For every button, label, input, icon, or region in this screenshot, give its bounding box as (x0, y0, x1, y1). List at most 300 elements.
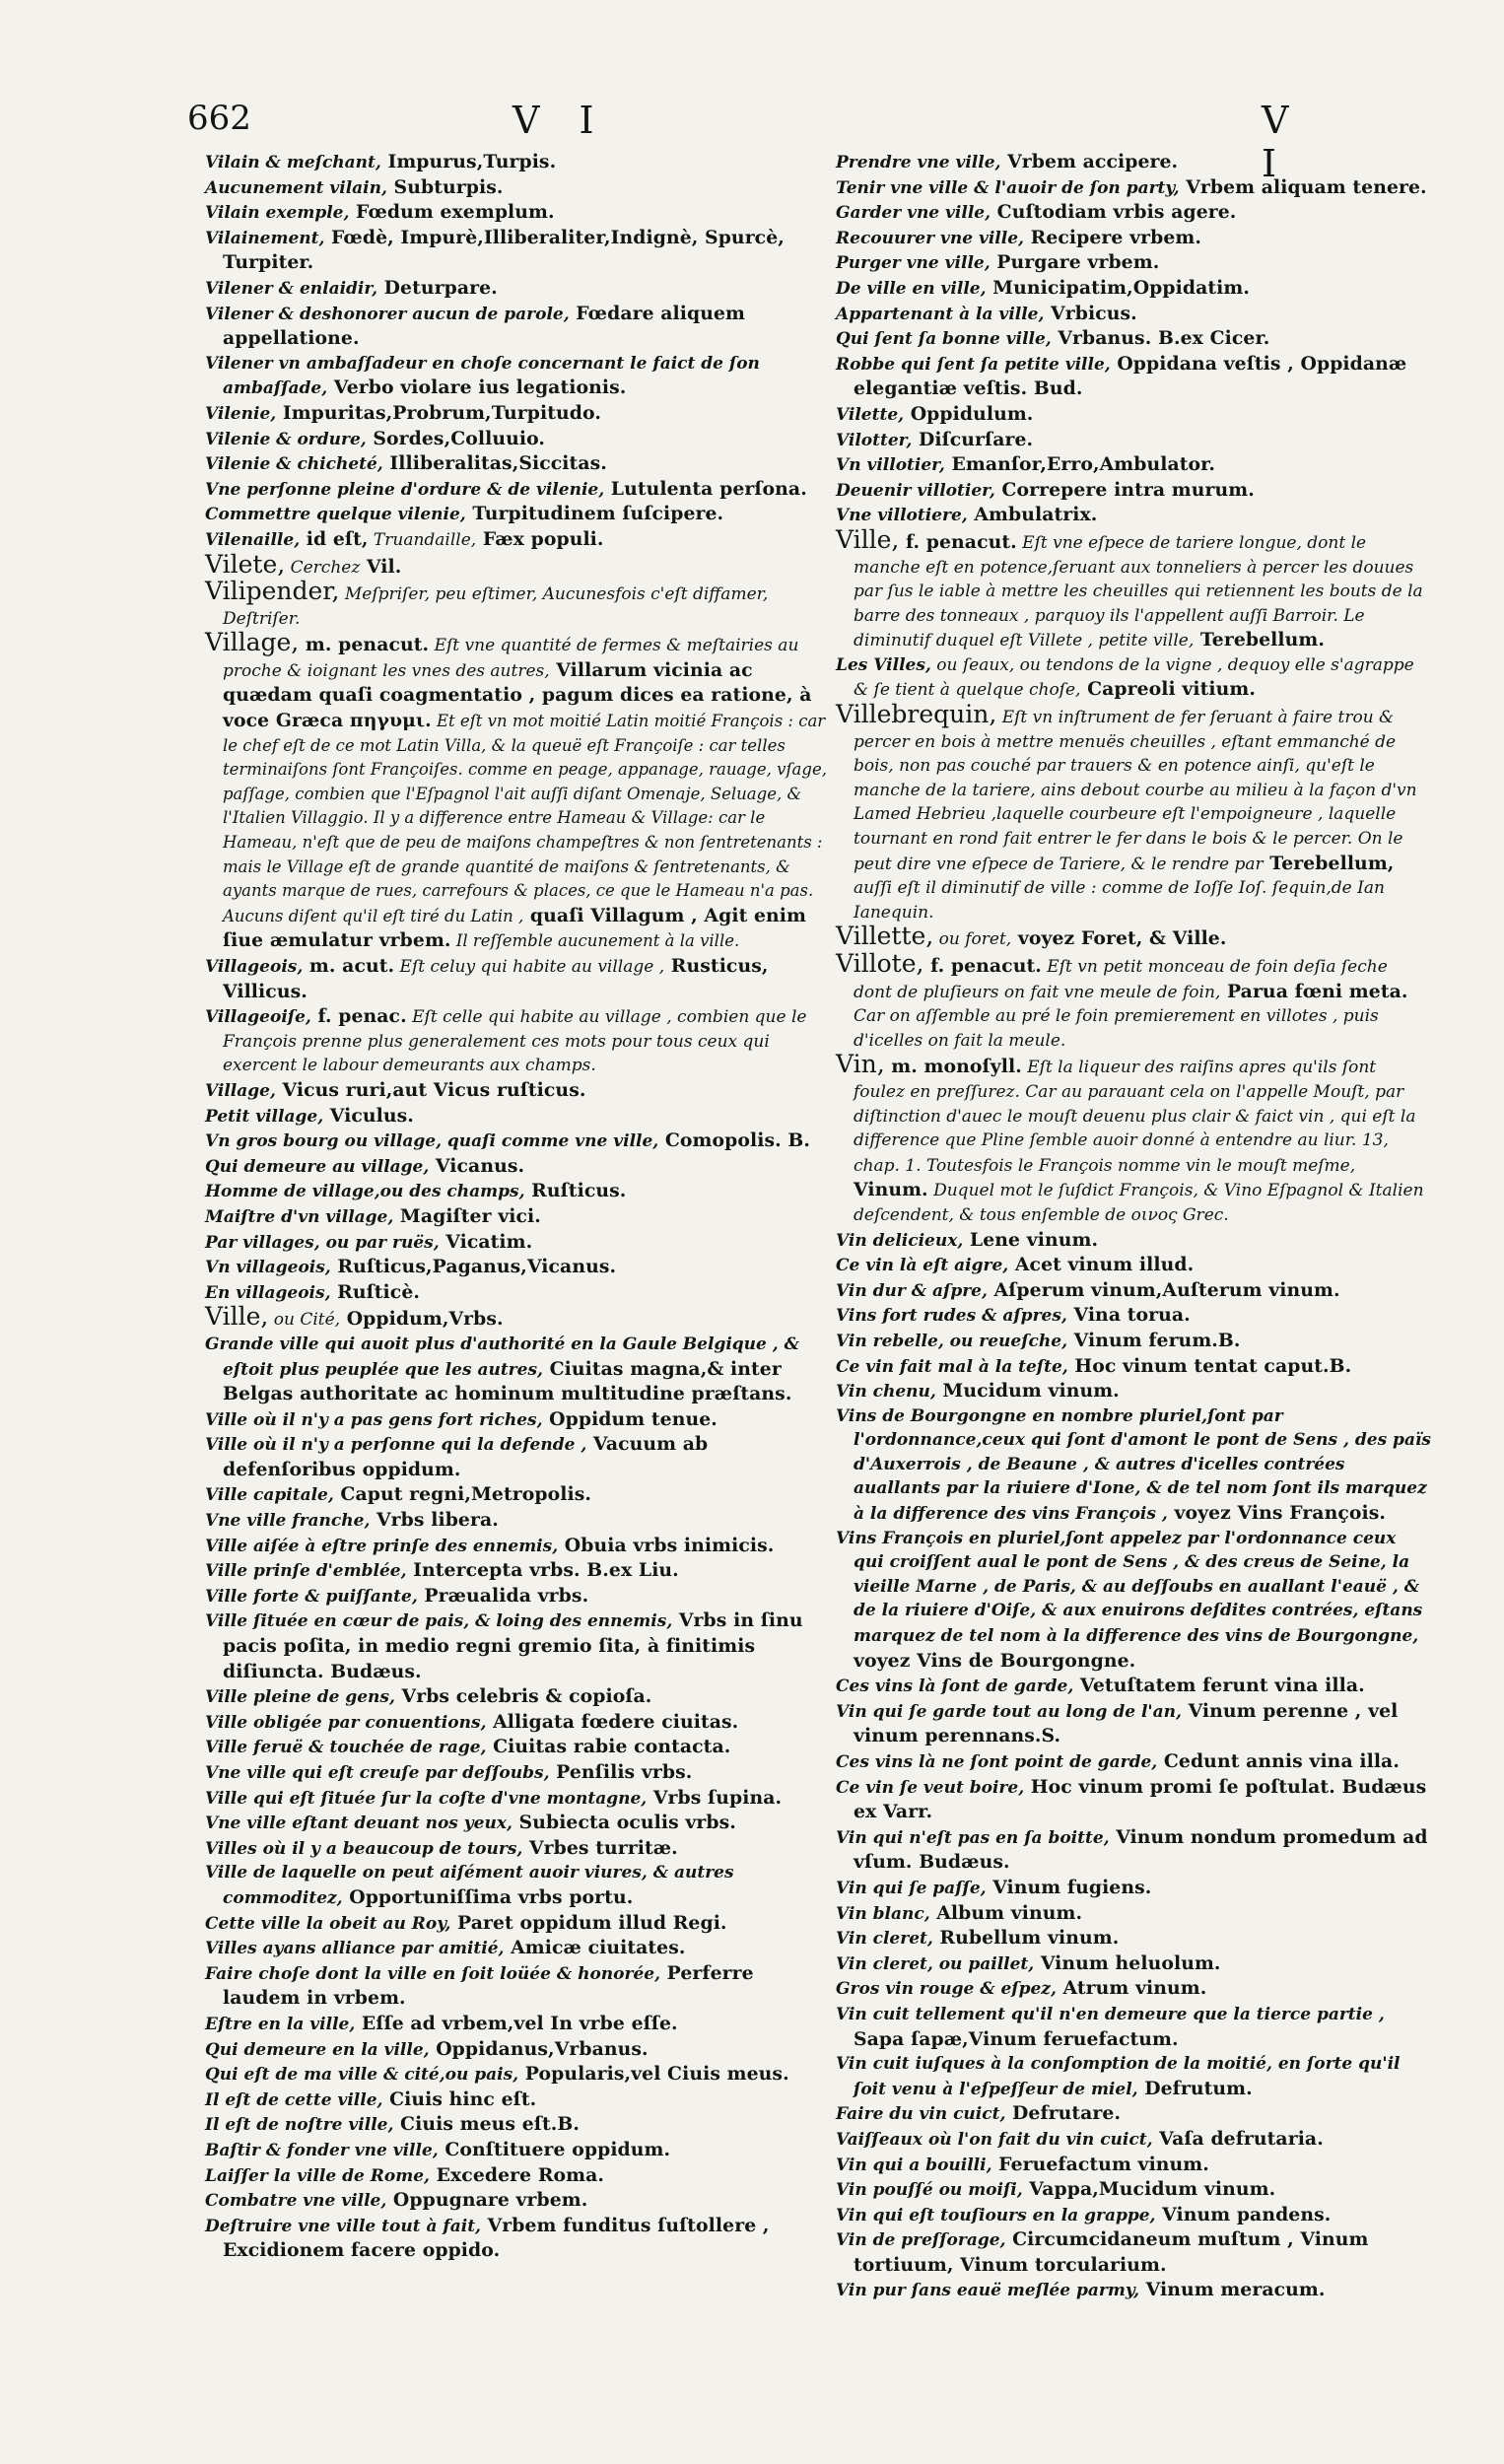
entry-text: Turpitudinem ſuſcipere. (465, 503, 724, 525)
dictionary-entry (836, 428, 1431, 453)
entry-headword: Vin pur ſans eauë meſlée parmy, (836, 2281, 1139, 2301)
entry-text: Popularis,vel Ciuis meus. (518, 2063, 789, 2086)
entry-text: Excedere Roma. (429, 2163, 605, 2186)
entry-text: Ciuis meus eſt.B. (393, 2113, 580, 2136)
entry-headword: Ville où il n'y a perſonne qui la defende , (205, 1435, 587, 1456)
entry-text: Car on aſſemble au pré le foin premierement en villotes , puis d'icelles on fait la meule. (854, 1006, 1379, 1051)
entry-text: Deturpare. (377, 276, 498, 299)
entry-text: Fœdare aliquem appellatione. (223, 302, 746, 350)
entry-text: voyez Vins de Bourgongne. (854, 1649, 1136, 1672)
entry-headword: Vins François en pluriel,ſont appelez par l'ordonnance ceux qui croiſſent aual le pont de Sens , & des creus de Seine, la vieille Marne , de Paris, & au deſſoubs en auallant l'eauë , & de la riuiere d'Oiſe, & aux enuirons deſdites contrées, eſtans marquez de tel nom à la difference des vins de Bourgongne, (836, 1528, 1423, 1647)
dictionary-entry (836, 1926, 1431, 1951)
entry-text: Eſſe ad vrbem,vel In vrbe eſſe. (355, 2012, 678, 2034)
dictionary-entry (836, 503, 1431, 528)
dictionary-entry (836, 2203, 1431, 2228)
entry-text: quaſi Villagum , Agit enim ſiue æmulatur vrbem. (223, 904, 806, 952)
entry-text: Vinum pandens. (1155, 2203, 1332, 2225)
entry-headword: Tenir vne ville & l'auoir de ſon party, (836, 177, 1180, 198)
dictionary-entry (205, 1684, 834, 1710)
entry-headword: Vilainement, (205, 228, 325, 248)
dictionary-entry (836, 1674, 1431, 1699)
dictionary-entry (205, 2214, 834, 2264)
dictionary-entry (205, 451, 834, 477)
entry-headword: Purger vne ville, (836, 253, 991, 274)
entry-text: Subiecta oculis vrbs. (512, 1812, 736, 1834)
entry-headword: Homme de village,ou des champs, (205, 1182, 525, 1202)
entry-text: ou Cité, (268, 1310, 341, 1331)
dictionary-entry (836, 352, 1431, 402)
entry-text: Capreoli vitium. (1080, 678, 1257, 701)
entry-text: Emanſor,Erro,Ambulator. (944, 453, 1216, 476)
dictionary-entry (205, 1961, 834, 2012)
entry-text: Villarum vicinia ac quædam quaſi coagmentatio , pagum dices ea ratione, à voce Græca πηγυμι. (223, 658, 812, 732)
dictionary-entry (836, 1303, 1431, 1329)
entry-text: Amicæ ciuitates. (504, 1937, 686, 1959)
entry-text: Parua fœni meta. (1220, 980, 1408, 1002)
entry-headword: Grande ville qui auoit plus d'authorité en la Gaule Belgique , & eſtoit plus peuplée que les autres, (205, 1334, 799, 1380)
dictionary-entry (836, 1699, 1431, 1749)
entry-text: Hoc vinum tentat caput.B. (1067, 1354, 1352, 1377)
entry-text: Ruſticè. (330, 1280, 421, 1303)
entry-text: m. penacut. (299, 634, 430, 656)
entry-text: Atrum vinum. (1056, 1977, 1207, 2000)
entry-headword: Vin qui ſe paſſe, (836, 1878, 987, 1898)
entry-headword: Appartenant à la ville, (836, 304, 1045, 324)
entry-headword: Par villages, ou par ruës, (205, 1232, 440, 1253)
entry-headword: Qui ſent ſa bonne ville, (836, 329, 1052, 350)
entry-text: auſſi eſt il diminutif de ville : comme de Ioſſe Ioſ. ſequin,de Ian Ianequin. (854, 878, 1385, 923)
entry-headword: Ville, (205, 1302, 269, 1332)
entry-text: Meſpriſer, peu eſtimer, Aucunesfois c'eſt diffamer, Deſtriſer. (223, 584, 769, 629)
dictionary-entry (836, 402, 1431, 428)
entry-text: Vicanus. (429, 1154, 525, 1177)
entry-headword: Vin qui n'eſt pas en ſa boitte, (836, 1827, 1110, 1848)
entry-text: Vinum meracum. (1139, 2279, 1326, 2301)
entry-headword: Faire choſe dont la ville en ſoit loüée & honorée, (205, 1963, 660, 1984)
entry-text: f. penacut. (923, 955, 1042, 977)
entry-text: Cuſtodiam vrbis agere. (991, 201, 1237, 224)
dictionary-entry (205, 1811, 834, 1836)
entry-headword: Ces vins là ſont de garde, (836, 1677, 1074, 1697)
entry-headword: Vin qui eſt touſiours en la grappe, (836, 2205, 1156, 2225)
entry-headword: Ville ſituée en cœur de pais, & loing des ennemis, (205, 1611, 673, 1632)
entry-headword: Cette ville la obeit au Roy, (205, 1913, 451, 1934)
entry-text: Vina torua. (1066, 1304, 1191, 1327)
entry-headword: Vin pouſſé ou moiſi, (836, 2180, 1023, 2201)
entry-headword: Vilipender, (205, 577, 340, 606)
dictionary-entry (205, 1154, 834, 1180)
entry-headword: Ville obligée par conuentions, (205, 1712, 487, 1733)
right-column (836, 150, 1431, 2303)
entry-headword: Ce vin là eſt aigre, (836, 1256, 1009, 1276)
entry-text: Vinum heluolum. (1034, 1951, 1221, 1974)
entry-headword: Combatre vne ville, (205, 2191, 387, 2212)
entry-headword: Vilette, (836, 404, 905, 425)
dictionary-entry (205, 1584, 834, 1609)
dictionary-entry (836, 276, 1431, 302)
entry-text: Lutulenta perſona. (604, 477, 807, 500)
entry-headword: Vne ville eſtant deuant nos yeux, (205, 1814, 513, 1834)
entry-headword: Vaiſſeaux où l'on fait du vin cuict, (836, 2129, 1153, 2150)
dictionary-entry (836, 1228, 1431, 1254)
entry-text: Fœdum exemplum. (349, 201, 555, 224)
entry-headword: Vin rebelle, ou reueſche, (836, 1331, 1067, 1351)
dictionary-entry (836, 2127, 1431, 2153)
entry-text: Eſt celuy qui habite au village , (394, 957, 665, 977)
entry-headword: Vin dur & aſpre, (836, 1280, 988, 1301)
dictionary-entry (836, 175, 1431, 201)
entry-headword: Village, (205, 1080, 276, 1101)
entry-text: Vetuſtatem ferunt vina illa. (1073, 1675, 1365, 1697)
entry-headword: Laiſſer la ville de Rome, (205, 2165, 430, 2186)
dictionary-entry (836, 1050, 1431, 1227)
dictionary-entry (836, 924, 1431, 952)
dictionary-entry (205, 1558, 834, 1584)
entry-text: Cerchez (285, 557, 361, 578)
entry-text: Cedunt annis vina illa. (1157, 1750, 1400, 1772)
entry-text: Circumcidaneum muſtum , Vinum tortiuum, Vinum torcularium. (854, 2228, 1369, 2276)
entry-text: Rubellum vinum. (932, 1927, 1120, 1950)
entry-headword: Vne perſonne pleine d'ordure & de vilenie, (205, 479, 605, 500)
entry-headword: Faire du vin cuict, (836, 2104, 1006, 2125)
entry-text: ou ſeaux, ou tendons de la vigne , dequoy elle s'agrappe & ſe tient à quelque choſe, (854, 654, 1414, 701)
entry-text: Vappa,Mucidum vinum. (1022, 2178, 1276, 2201)
entry-headword: Vn villageois, (205, 1258, 331, 1278)
entry-text: Oppugnare vrbem. (386, 2189, 588, 2212)
dictionary-entry (205, 2012, 834, 2037)
entry-text: Obuia vrbs inimicis. (558, 1534, 775, 1556)
dictionary-entry (205, 1760, 834, 1786)
entry-text: Hoc vinum promi ſe poſtulat. Budæus ex Varr. (854, 1775, 1427, 1823)
entry-text: Alligata fœdere ciuitas. (486, 1710, 739, 1733)
entry-text: Ciuis hinc eſt. (382, 2088, 537, 2110)
entry-text: Correpere intra murum. (994, 478, 1255, 501)
dictionary-entry (205, 954, 834, 1004)
entry-text: Vacuum ab defenſoribus oppidum. (223, 1433, 709, 1480)
entry-headword: Vin cuit tellement qu'il n'en demeure que la tierce partie , (836, 2004, 1385, 2024)
entry-headword: Vin, (836, 1050, 885, 1079)
entry-text: Verbo violare ius legationis. (327, 376, 627, 399)
dictionary-entry (836, 452, 1431, 478)
entry-headword: Recouurer vne ville, (836, 228, 1024, 248)
dictionary-entry (205, 502, 834, 527)
entry-headword: Qui demeure en la ville, (205, 2039, 430, 2060)
entry-text: Ruſticus. (524, 1180, 627, 1202)
dictionary-entry (205, 427, 834, 452)
entry-headword: Ville pleine de gens, (205, 1687, 395, 1708)
entry-headword: Ce vin fait mal à la teſte, (836, 1356, 1068, 1377)
entry-text: Vinum ferum.B. (1067, 1329, 1241, 1351)
entry-text: Album vinum. (929, 1901, 1083, 1924)
dictionary-entry (836, 1825, 1431, 1876)
entry-headword: Deuenir villotier, (836, 480, 995, 501)
entry-text: Eſt vn petit monceau de foin deſia ſeche dont de pluſieurs on fait vne meule de foin, (854, 957, 1388, 1002)
entry-text: Præualida vrbs. (417, 1584, 589, 1607)
entry-text: Eſt vne eſpece de tariere longue, dont le manche eſt en potence,ſeruant aux tonneliers à percer les douues par ſus le iable à mettre les cheuilles qui retiennent les bouts de la barre des tonneaux , parquoy ils l'appellent auſſi Barroir. Le diminutif duquel eſt Villete , petite ville, (854, 532, 1423, 651)
dictionary-entry (205, 1836, 834, 1862)
entry-headword: Vin chenu, (836, 1382, 936, 1403)
entry-text: Vil. (360, 555, 402, 578)
entry-headword: Ville de laquelle on peut aiſément auoir viures, & autres commoditez, (205, 1863, 734, 1908)
entry-headword: Deſtruire vne ville tout à fait, (205, 2216, 481, 2236)
entry-headword: Vins fort rudes & aſpres, (836, 1306, 1067, 1327)
entry-headword: Vilener & enlaidir, (205, 278, 378, 299)
dictionary-entry (205, 577, 834, 631)
entry-text: Impuritas,Probrum,Turpitudo. (276, 401, 601, 424)
entry-text: Illiberalitas,Siccitas. (382, 452, 607, 475)
entry-text: Aſperum vinum,Auſterum vinum. (987, 1278, 1340, 1301)
dictionary-entry (205, 1735, 834, 1760)
dictionary-entry (836, 1404, 1431, 1527)
entry-text: Oppidanus,Vrbanus. (429, 2037, 649, 2060)
dictionary-entry (205, 1333, 834, 1407)
entry-headword: Baſtir & fonder vne ville, (205, 2140, 439, 2160)
entry-text: Il reſſemble aucunement à la ville. (450, 931, 740, 951)
entry-text: Conſtituere oppidum. (438, 2138, 671, 2160)
dictionary-entry (836, 478, 1431, 504)
entry-headword: Vilotter, (836, 430, 913, 450)
entry-text: Vrbem funditus ſuſtollere , Excidionem facere oppido. (223, 2214, 770, 2262)
dictionary-entry (205, 2188, 834, 2214)
dictionary-entry (836, 949, 1431, 1053)
entry-headword: En villageois, (205, 1282, 331, 1303)
dictionary-entry (205, 1786, 834, 1812)
entry-headword: Gros vin rouge & eſpez, (836, 1979, 1057, 2000)
entry-headword: Commettre quelque vilenie, (205, 505, 466, 525)
dictionary-entry (205, 1280, 834, 1306)
entry-text: Vicatim. (439, 1230, 533, 1253)
dictionary-entry (205, 2062, 834, 2088)
dictionary-entry (836, 200, 1431, 226)
dictionary-entry (205, 1230, 834, 1256)
dictionary-entry (836, 2002, 1431, 2052)
entry-text: Vrbes turritæ. (522, 1836, 678, 1859)
dictionary-entry (205, 401, 834, 427)
dictionary-entry (836, 1775, 1431, 1825)
entry-text: Opportuniſſima vrbs portu. (342, 1885, 634, 1908)
entry-headword: Garder vne ville, (836, 203, 991, 224)
entry-headword: Villes ayans alliance par amitié, (205, 1939, 505, 1959)
entry-text: Viculus. (323, 1104, 414, 1127)
entry-text: Vrbs libera. (370, 1509, 499, 1532)
entry-headword: Eſtre en la ville, (205, 2014, 356, 2034)
entry-headword: Villageois, (205, 957, 304, 977)
dictionary-entry (836, 150, 1431, 175)
entry-headword: Aucunement vilain, (205, 177, 387, 198)
dictionary-entry (205, 1004, 834, 1078)
entry-text: Ciuitas magna,& inter Belgas authoritate ac hominum multitudine præſtans. (223, 1357, 792, 1405)
entry-headword: Ce vin ſe veut boire, (836, 1777, 1025, 1798)
entry-headword: Vilener vn ambaſſadeur en choſe concernant le faict de ſon ambaſſade, (205, 353, 760, 399)
dictionary-entry (205, 1255, 834, 1280)
entry-headword: Ville, (836, 524, 900, 554)
dictionary-entry (205, 352, 834, 401)
entry-headword: Vne villotiere, (836, 506, 968, 526)
entry-text: Eſt celle qui habite au village , combien que le François prenne plus generalement ces mots pour tous ceux qui exercent le labour demeurants aux champs. (223, 1007, 807, 1076)
dictionary-entry (205, 150, 834, 175)
entry-text: Oppidum,Vrbs. (340, 1308, 504, 1331)
dictionary-entry (205, 1432, 834, 1482)
running-head-left: V I (513, 99, 608, 142)
entry-headword: Petit village, (205, 1106, 324, 1127)
dictionary-entry (836, 700, 1431, 924)
entry-text: id eſt, (300, 527, 369, 550)
dictionary-entry (836, 524, 1431, 653)
dictionary-entry (205, 1078, 834, 1104)
entry-text: Vinum perenne , vel vinum perennans.S. (854, 1699, 1399, 1747)
entry-headword: Vilete, (205, 549, 286, 579)
dictionary-entry (836, 326, 1431, 352)
entry-headword: Vin cleret, (836, 1929, 933, 1950)
entry-headword: Les Villes, (836, 654, 931, 675)
entry-headword: Qui demeure au village, (205, 1156, 430, 1177)
left-column (205, 150, 834, 2264)
entry-text: Vaſa defrutaria. (1152, 2127, 1324, 2150)
entry-text: Fœdè, Impurè,Illiberaliter,Indignè, Spurcè, Turpiter. (223, 226, 785, 274)
dictionary-entry (205, 2088, 834, 2113)
dictionary-entry (205, 2037, 834, 2063)
entry-headword: Il eſt de cette ville, (205, 2089, 383, 2110)
entry-text: Vrbs in ſinu pacis poſita, in medio regni gremio ſita, à finitimis diſiuncta. Budæus. (223, 1609, 803, 1682)
dictionary-entry (205, 302, 834, 352)
entry-text: Acet vinum illud. (1008, 1254, 1195, 1276)
entry-headword: Villageoiſe, (205, 1007, 311, 1028)
entry-headword: Il eſt de noſtre ville, (205, 2115, 394, 2136)
entry-text: Truandaille, (368, 529, 477, 550)
dictionary-entry (836, 1379, 1431, 1404)
entry-text: Terebellum, (1263, 852, 1395, 874)
running-head-right: V I (1262, 99, 1303, 185)
dictionary-entry (205, 549, 834, 581)
entry-text: Oppidana veſtis , Oppidanæ elegantiæ veſtis. Bud. (854, 352, 1407, 400)
dictionary-entry (836, 2153, 1431, 2178)
entry-text: Caput regni,Metropolis. (333, 1483, 592, 1506)
entry-headword: Ville forte & puiſſante, (205, 1586, 418, 1607)
entry-text: Eſt vne quantité de fermes & meſtairies au proche & ioignant les vnes des autres, (223, 636, 799, 681)
entry-headword: Vilenie & ordure, (205, 429, 367, 449)
entry-text: Impurus,Turpis. (380, 151, 557, 172)
entry-text: Fæx populi. (476, 527, 604, 550)
entry-headword: Vn villotier, (836, 455, 945, 476)
entry-headword: Vilener & deshonorer aucun de parole, (205, 304, 570, 324)
entry-headword: Vilain exemple, (205, 203, 350, 224)
entry-headword: Ville qui eſt ſituée ſur la coſte d'vne montagne, (205, 1788, 648, 1809)
dictionary-entry (205, 1302, 834, 1333)
entry-text: Magiſter vici. (393, 1204, 541, 1227)
dictionary-entry (205, 1936, 834, 1961)
dictionary-entry (205, 527, 834, 553)
entry-headword: Vn gros bourg ou village, quaſi comme vne ville, (205, 1131, 659, 1152)
entry-text: Vinum fugiens. (986, 1876, 1152, 1898)
entry-text: Municipatim,Oppidatim. (986, 276, 1250, 299)
entry-headword: Ville capitale, (205, 1485, 334, 1506)
entry-text: Duquel mot le ſuſdict François, & Vino Eſpagnol & Italien deſcendent, & tous enſemble de οινος Grec. (854, 1181, 1424, 1225)
dictionary-entry (836, 1329, 1431, 1354)
entry-headword: Vilenaille, (205, 529, 301, 550)
entry-text: Ciuitas rabie contacta. (486, 1736, 731, 1758)
entry-headword: Vin qui a bouilli, (836, 2155, 992, 2175)
entry-headword: Ces vins là ne ſont point de garde, (836, 1752, 1158, 1772)
dictionary-entry (205, 477, 834, 503)
entry-headword: Villette, (836, 922, 934, 951)
entry-text: f. penacut. (899, 530, 1017, 553)
dictionary-entry (205, 2112, 834, 2138)
dictionary-entry (205, 1482, 834, 1508)
dictionary-entry (205, 1129, 834, 1154)
entry-text: ou foret, (933, 929, 1012, 950)
dictionary-entry (205, 1608, 834, 1684)
entry-headword: Villes où il y a beaucoup de tours, (205, 1838, 523, 1859)
entry-headword: Vin qui ſe garde tout au long de l'an, (836, 1701, 1182, 1722)
dictionary-entry (836, 1876, 1431, 1901)
entry-text: Ruſticus,Paganus,Vicanus. (330, 1256, 617, 1278)
dictionary-entry (836, 2101, 1431, 2127)
entry-text: voyez Vins François. (1167, 1502, 1387, 1525)
entry-text: Vicus ruri,aut Vicus ruſticus. (275, 1078, 586, 1101)
entry-text: Terebellum. (1194, 629, 1326, 651)
entry-text: Oppidulum. (904, 402, 1034, 425)
entry-text: Eſt vn inſtrument de fer ſeruant à faire trou & percer en bois à mettre menuës cheuilles , eſtant emmanché de bois, non pas couché par trauers & en potence ainſi, qu'eſt le manche de la tariere, ains debout courbe au milieu à la façon d'vn Lamed Hebrieu ,laquelle courbeure eſt l'empoigneure , laquelle tournant en rond fait entrer le fer dans le bois & le percer. On le peut dire vne eſpece de Tariere, & le rendre par (854, 708, 1417, 874)
dictionary-entry (836, 2177, 1431, 2203)
entry-text: Intercepta vrbs. B.ex Liu. (406, 1559, 679, 1582)
dictionary-entry (205, 1508, 834, 1534)
entry-headword: Vne ville franche, (205, 1511, 371, 1532)
dictionary-entry (836, 1951, 1431, 1977)
entry-headword: Maiſtre d'vn village, (205, 1206, 394, 1227)
entry-text: Mucidum vinum. (935, 1380, 1120, 1403)
dictionary-entry (205, 1534, 834, 1559)
dictionary-entry (205, 1179, 834, 1204)
entry-headword: De ville en ville, (836, 278, 987, 299)
entry-text: Oppidum tenue. (542, 1407, 718, 1430)
entry-headword: Prendre vne ville, (836, 153, 1001, 172)
dictionary-entry (205, 276, 834, 302)
entry-headword: Villebrequin, (836, 700, 997, 729)
entry-text: Vrbem aliquam tenere. (1179, 175, 1427, 198)
entry-text: Eſt la liqueur des raiſins apres qu'ils ſont foulez en preſſurez. Car au parauant cela on l'appelle Mouſt, par diſtinction d'auec le mouſt deuenu plus clair & faict vin , qui eſt la difference que Pline ſemble auoir donné à entendre au liur. 13, chap. 1. Toutesfois le François nomme vin le mouſt meſme, (854, 1058, 1416, 1176)
dictionary-entry (836, 1749, 1431, 1775)
entry-text: f. penac. (310, 1005, 407, 1028)
entry-text: m. monoſyll. (884, 1056, 1022, 1078)
entry-headword: Ville où il n'y a pas gens fort riches, (205, 1409, 543, 1430)
entry-headword: Vilenie & chicheté, (205, 454, 383, 475)
entry-text: Vrbs celebris & copioſa. (394, 1685, 652, 1708)
dictionary-entry (836, 302, 1431, 327)
entry-text: Vrbs ſupina. (647, 1786, 783, 1809)
dictionary-entry (205, 1204, 834, 1230)
entry-headword: Vin blanc, (836, 1903, 930, 1924)
dictionary-entry (836, 2278, 1431, 2303)
dictionary-entry (205, 1861, 834, 1910)
entry-text: Subturpis. (386, 175, 504, 198)
dictionary-entry (836, 1278, 1431, 1304)
entry-headword: Ville prinſe d'emblée, (205, 1561, 407, 1582)
entry-headword: Robbe qui ſent ſa petite ville, (836, 354, 1111, 375)
entry-text: Perferre laudem in vrbem. (223, 1961, 754, 2010)
dictionary-entry (836, 1354, 1431, 1380)
dictionary-entry (205, 1911, 834, 1937)
entry-headword: Vin cuit iuſques à la conſomption de la moitié, en ſorte qu'il ſoit venu à l'eſpeſſeur de miel, (836, 2054, 1401, 2099)
entry-text: Defrutum. (1137, 2077, 1253, 2099)
entry-text: Vrbem accipere. (1000, 151, 1179, 172)
entry-headword: Ville aiſée à eſtre prinſe des ennemis, (205, 1536, 559, 1556)
dictionary-entry (205, 175, 834, 201)
dictionary-entry (836, 226, 1431, 251)
entry-text: Recipere vrbem. (1023, 226, 1201, 248)
dictionary-entry (205, 200, 834, 226)
entry-text: Penſilis vrbs. (549, 1761, 693, 1783)
page-number: 662 (187, 99, 251, 138)
